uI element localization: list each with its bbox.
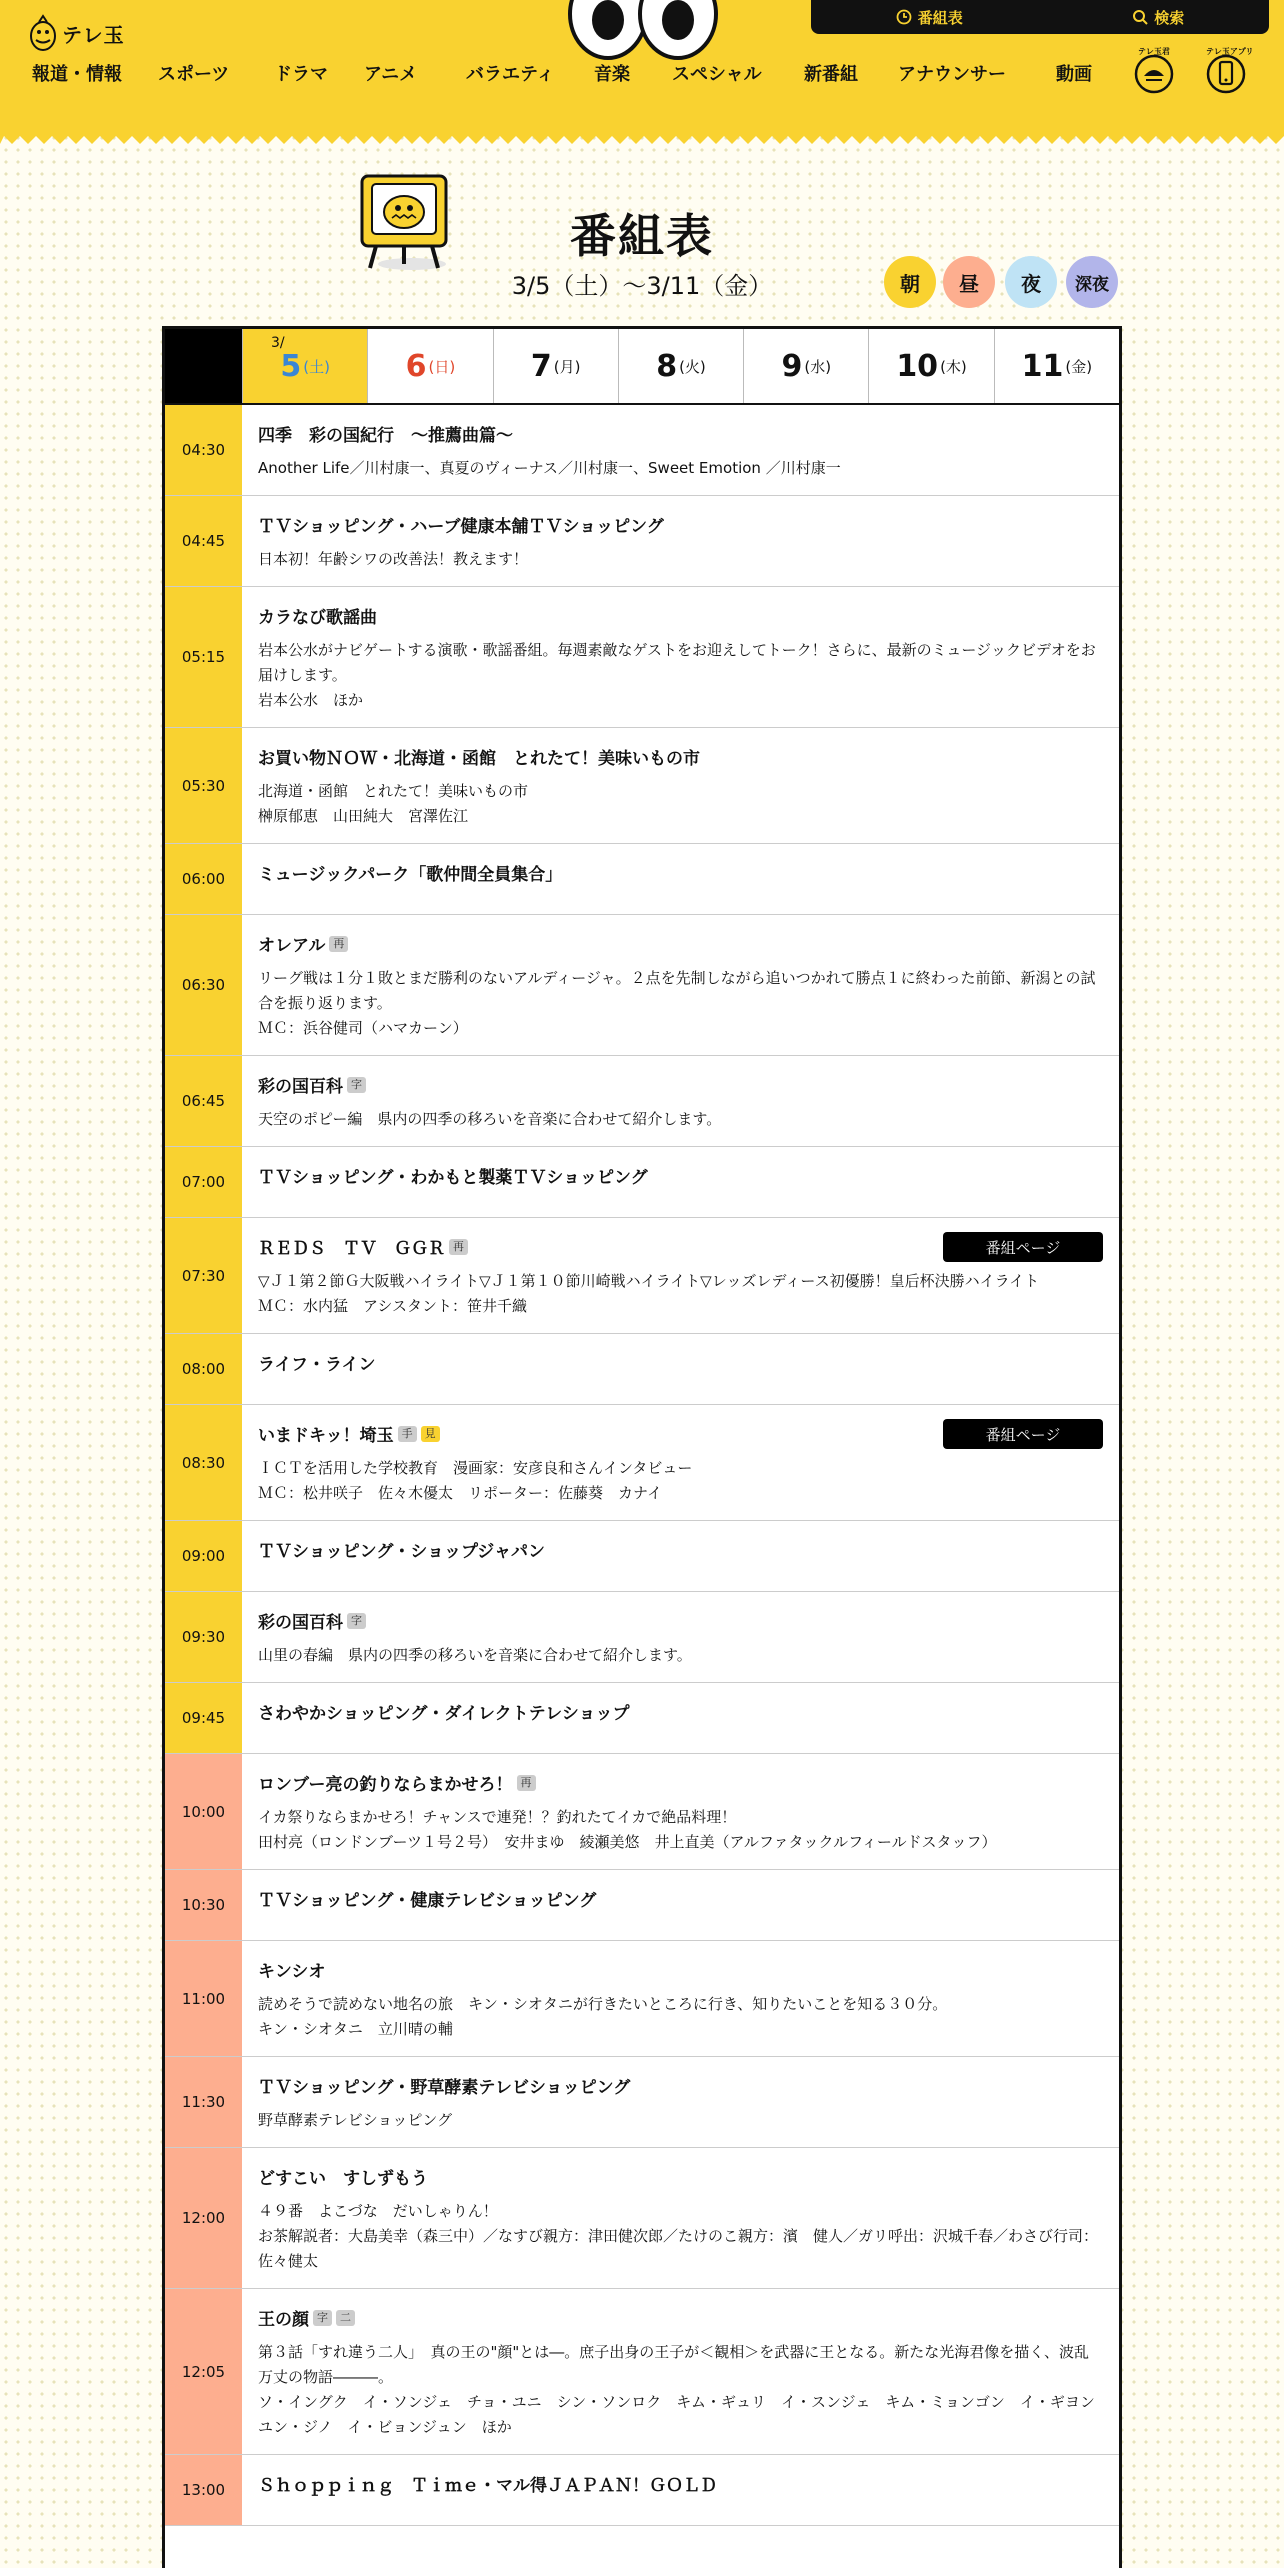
- program-time: 09:30: [165, 1592, 242, 1682]
- day-tab[interactable]: [743, 329, 868, 403]
- program-badge: 見: [421, 1426, 440, 1442]
- program-time: 12:00: [165, 2148, 242, 2288]
- program-time: 07:30: [165, 1218, 242, 1333]
- program-cell[interactable]: [242, 496, 1119, 586]
- day-weekday: (金): [1065, 357, 1093, 376]
- program-badge: 再: [517, 1775, 536, 1791]
- program-title-line: [258, 2164, 1103, 2189]
- program-title: ＴＶショッピング・わかもと製薬ＴＶショッピング: [258, 1168, 648, 1188]
- mascot-logo-icon: [28, 14, 58, 52]
- program-title-line: [258, 2471, 1103, 2496]
- day-weekday: (木): [940, 357, 967, 376]
- date-range: 3/5（土）〜3/11（金）: [511, 272, 773, 300]
- time-of-day-button[interactable]: 深夜: [1066, 256, 1118, 308]
- time-of-day-button[interactable]: 朝: [884, 256, 936, 308]
- program-cell[interactable]: [242, 2148, 1119, 2288]
- program-badge: 再: [329, 936, 348, 952]
- logo-text: テレ玉: [62, 22, 125, 47]
- program-cell[interactable]: [242, 1056, 1119, 1146]
- nav-item[interactable]: バラエティ: [466, 64, 555, 85]
- program-badge: 字: [347, 1077, 366, 1093]
- program-time: 08:00: [165, 1334, 242, 1404]
- program-title-line: [258, 2305, 1103, 2330]
- program-cell[interactable]: [242, 2289, 1119, 2454]
- program-description: ４９番 よこづな だいしゃりん！ お茶解説者：大島美幸（森三中）／なすび親方：津田健次郎／たけのこ親方：濱 健人／ガリ呼出：沢城千春／わさび行司：佐々健太: [258, 2202, 1099, 2270]
- nav-item[interactable]: 新番組: [804, 64, 858, 85]
- time-of-day-button[interactable]: 昼: [943, 256, 995, 308]
- nav-item[interactable]: ドラマ: [274, 64, 328, 85]
- program-title: ＴＶショッピング・ハーブ健康本舗ＴＶショッピング: [258, 517, 664, 537]
- program-row: [165, 1754, 1119, 1870]
- program-time: 09:45: [165, 1683, 242, 1753]
- program-time: 08:30: [165, 1405, 242, 1520]
- program-cell[interactable]: [242, 915, 1119, 1055]
- day-tab[interactable]: [618, 329, 743, 403]
- program-row: [165, 2057, 1119, 2148]
- program-row: [165, 1521, 1119, 1592]
- program-row: [165, 2289, 1119, 2455]
- program-badge: 字: [347, 1613, 366, 1629]
- program-row: [165, 2148, 1119, 2289]
- day-tab[interactable]: [868, 329, 993, 403]
- program-title-line: [258, 421, 1103, 446]
- search-icon: [1132, 9, 1148, 25]
- nav-item[interactable]: 報道・情報: [32, 64, 122, 85]
- program-description: Another Life／川村康一、真夏のヴィーナス／川村康一、Sweet Emotion ／川村康一: [258, 459, 841, 477]
- program-list: [165, 405, 1119, 2526]
- program-title: ロンブー亮の釣りならまかせろ！: [258, 1775, 513, 1795]
- program-row: [165, 2455, 1119, 2526]
- program-title: いまドキッ！埼玉: [258, 1426, 394, 1446]
- program-row: [165, 1147, 1119, 1218]
- program-cell[interactable]: [242, 1405, 1119, 1520]
- program-time: 10:00: [165, 1754, 242, 1869]
- day-number: 5: [280, 348, 302, 384]
- program-time: 05:30: [165, 728, 242, 843]
- program-title: さわやかショッピング・ダイレクトテレショップ: [258, 1704, 630, 1724]
- program-description: 日本初！年齢シワの改善法！教えます！: [258, 550, 529, 568]
- program-title: お買い物ＮＯＷ・北海道・函館 とれたて！美味いもの市: [258, 749, 700, 769]
- program-description: 読めそうで読めない地名の旅 キン・シオタニが行きたいところに行き、知りたいことを知る３０分。 キン・シオタニ 立川晴の輔: [258, 1995, 948, 2038]
- program-title-line: [258, 1957, 1103, 1982]
- program-description: 北海道・函館 とれたて！美味いもの市 榊原郁恵 山田純大 宮澤佐江: [258, 782, 529, 825]
- program-title: ＴＶショッピング・野草酵素テレビショッピング: [258, 2078, 631, 2098]
- day-weekday: (水): [804, 357, 832, 376]
- program-cell[interactable]: [242, 1941, 1119, 2056]
- program-time: 06:00: [165, 844, 242, 914]
- time-of-day-button[interactable]: 夜: [1005, 256, 1057, 308]
- site-header: [0, 0, 1284, 150]
- program-time: 04:30: [165, 405, 242, 495]
- day-tab[interactable]: [493, 329, 618, 403]
- program-row: [165, 844, 1119, 915]
- program-cell[interactable]: [242, 2057, 1119, 2147]
- program-cell[interactable]: [242, 1592, 1119, 1682]
- program-title: 彩の国百科: [258, 1077, 343, 1097]
- day-number: 8: [656, 348, 678, 384]
- nav-item[interactable]: スポーツ: [158, 64, 230, 85]
- program-title-line: [258, 512, 1103, 537]
- top-utility-bar: [811, 0, 1269, 34]
- day-weekday: (土): [303, 357, 330, 376]
- program-description: 山里の春編 県内の四季の移ろいを音楽に合わせて紹介します。: [258, 1646, 692, 1664]
- program-description: ＩＣＴを活用した学校教育 漫画家：安彦良和さんインタビュー ＭＣ：松井咲子 佐々木優太 リポーター：佐藤葵 カナイ: [258, 1459, 693, 1502]
- program-title: 彩の国百科: [258, 1613, 343, 1633]
- program-time: 11:00: [165, 1941, 242, 2056]
- program-description: ▽Ｊ１第２節Ｇ大阪戦ハイライト▽Ｊ１第１０節川崎戦ハイライト▽レッズレディース初優勝！皇后杯決勝ハイライト ＭＣ：水内猛 アシスタント：笹井千織: [258, 1272, 1040, 1315]
- program-time: 05:15: [165, 587, 242, 727]
- program-page-button[interactable]: 番組ページ: [943, 1232, 1103, 1262]
- nav-item[interactable]: 動画: [1056, 64, 1092, 85]
- program-title: 王の顔: [258, 2310, 309, 2330]
- program-row: [165, 1941, 1119, 2057]
- program-time: 09:00: [165, 1521, 242, 1591]
- program-cell[interactable]: [242, 844, 1119, 914]
- app-link-label: テレ玉アプリ: [1206, 47, 1254, 56]
- day-weekday: (月): [553, 357, 581, 376]
- program-description: 天空のポピー編 県内の四季の移ろいを音楽に合わせて紹介します。: [258, 1110, 722, 1128]
- program-title-line: [258, 1770, 1103, 1795]
- program-cell[interactable]: [242, 728, 1119, 843]
- day-tab[interactable]: [994, 329, 1119, 403]
- program-title-line: [258, 931, 1103, 956]
- program-description: 第３話「すれ違う二人」 真の王の"顔"とは―。庶子出身の王子が＜観相＞を武器に王となる。新たな光海君像を描く、波乱万丈の物語―――。 ソ・イングク イ・ソンジェ チョ・ユニ シン・ソンロク キム・ギュリ イ・スンジェ キム・ミョンゴン イ・ギヨン ユン・ジノ イ・ビョンジュン ほか: [258, 2343, 1095, 2436]
- program-title-line: [258, 1350, 1103, 1375]
- program-title-line: [258, 1072, 1103, 1097]
- program-time: 04:45: [165, 496, 242, 586]
- program-row: [165, 1683, 1119, 1754]
- search-label: 検索: [1154, 8, 1185, 27]
- program-title: ライフ・ライン: [258, 1355, 376, 1375]
- program-row: [165, 1592, 1119, 1683]
- mascot-eyes-icon: [568, 0, 718, 62]
- page-title: 番組表: [570, 209, 714, 263]
- program-description: 野草酵素テレビショッピング: [258, 2111, 453, 2129]
- program-time: 13:00: [165, 2455, 242, 2525]
- program-title-line: [258, 2073, 1103, 2098]
- program-page-button[interactable]: 番組ページ: [943, 1419, 1103, 1449]
- program-badge: 字: [313, 2310, 332, 2326]
- program-title-line: [258, 1163, 1103, 1188]
- program-cell[interactable]: [242, 405, 1119, 495]
- clock-icon: [896, 9, 912, 25]
- program-grid: [162, 326, 1122, 2568]
- program-badge: 再: [449, 1239, 468, 1255]
- nav-item[interactable]: アニメ: [364, 64, 418, 85]
- schedule-link[interactable]: [896, 7, 963, 28]
- program-title: ミュージックパーク「歌仲間全員集合」: [258, 865, 563, 885]
- mascot-link-label: テレ玉君: [1138, 47, 1170, 56]
- program-title-line: [258, 1699, 1103, 1724]
- app-link[interactable]: [1204, 46, 1254, 98]
- program-description: リーグ戦は１分１敗とまだ勝利のないアルディージャ。２点を先制しながら追いつかれて勝点１に終わった前節、新潟との試合を振り返ります。 ＭＣ：浜谷健司（ハマカーン）: [258, 969, 1096, 1037]
- program-title: ＲＥＤＳ ＴＶ ＧＧＲ: [258, 1239, 445, 1259]
- nav-item[interactable]: スペシャル: [672, 64, 762, 85]
- program-badge: 二: [336, 2310, 355, 2326]
- grid-corner: [165, 329, 242, 403]
- nav-item[interactable]: アナウンサー: [898, 64, 1006, 85]
- day-number: 10: [896, 348, 939, 384]
- program-title: オレアル: [258, 936, 326, 956]
- program-row: [165, 496, 1119, 587]
- program-time: 10:30: [165, 1870, 242, 1940]
- program-time: 11:30: [165, 2057, 242, 2147]
- program-cell[interactable]: [242, 1683, 1119, 1753]
- mascot-link[interactable]: [1132, 46, 1176, 98]
- program-title: 四季 彩の国紀行 ～推薦曲篇～: [258, 426, 513, 446]
- program-cell[interactable]: [242, 1218, 1119, 1333]
- program-title-line: [258, 744, 1103, 769]
- day-month: 3/: [271, 335, 285, 351]
- program-row: [165, 728, 1119, 844]
- program-title-line: [258, 1886, 1103, 1911]
- site-logo[interactable]: [28, 14, 125, 52]
- program-title: カラなび歌謡曲: [258, 608, 377, 628]
- program-row: [165, 915, 1119, 1056]
- program-cell[interactable]: [242, 1521, 1119, 1591]
- day-number: 9: [781, 348, 803, 384]
- program-title: キンシオ: [258, 1962, 326, 1982]
- day-tab[interactable]: [367, 329, 492, 403]
- program-cell[interactable]: [242, 1334, 1119, 1404]
- program-row: [165, 1056, 1119, 1147]
- program-row: [165, 587, 1119, 728]
- day-weekday: (日): [428, 357, 456, 376]
- program-cell[interactable]: [242, 587, 1119, 727]
- program-title: ＴＶショッピング・健康テレビショッピング: [258, 1891, 597, 1911]
- program-title: Ｓｈｏｐｐｉｎｇ Ｔｉｍｅ・マル得ＪＡＰＡＮ！ＧＯＬＤ: [258, 2476, 717, 2496]
- program-title-line: [258, 860, 1103, 885]
- search-link[interactable]: [1132, 7, 1184, 28]
- day-tabs: [165, 329, 1119, 405]
- program-title: ＴＶショッピング・ショップジャパン: [258, 1542, 545, 1562]
- day-number: 11: [1021, 348, 1064, 384]
- program-time: 06:30: [165, 915, 242, 1055]
- program-description: 岩本公水がナビゲートする演歌・歌謡番組。毎週素敵なゲストをお迎えしてトーク！さらに、最新のミュージックビデオをお届けします。 岩本公水 ほか: [258, 641, 1096, 709]
- program-time: 12:05: [165, 2289, 242, 2454]
- program-title-line: [258, 1537, 1103, 1562]
- day-weekday: (火): [679, 357, 706, 376]
- nav-item[interactable]: 音楽: [594, 64, 630, 85]
- program-row: [165, 1218, 1119, 1334]
- schedule-label: 番組表: [917, 8, 963, 27]
- program-time: 07:00: [165, 1147, 242, 1217]
- day-tab[interactable]: [242, 329, 367, 403]
- program-row: [165, 1334, 1119, 1405]
- program-cell[interactable]: [242, 2455, 1119, 2525]
- program-row: [165, 1405, 1119, 1521]
- program-row: [165, 405, 1119, 496]
- program-title: どすこい すしずもう: [258, 2169, 428, 2189]
- program-title-line: [258, 1608, 1103, 1633]
- program-cell[interactable]: [242, 1870, 1119, 1940]
- program-cell[interactable]: [242, 1754, 1119, 1869]
- program-time: 06:45: [165, 1056, 242, 1146]
- program-title-line: [258, 603, 1103, 628]
- program-cell[interactable]: [242, 1147, 1119, 1217]
- day-number: 7: [530, 348, 552, 384]
- day-number: 6: [405, 348, 427, 384]
- program-badge: 手: [398, 1426, 417, 1442]
- program-row: [165, 1870, 1119, 1941]
- program-description: イカ祭りならまかせろ！チャンスで連発！？釣れたてイカで絶品料理！ 田村亮（ロンドンブーツ１号２号） 安井まゆ 綾瀬美悠 井上直美（アルファタックルフィールドスタッフ）: [258, 1808, 997, 1851]
